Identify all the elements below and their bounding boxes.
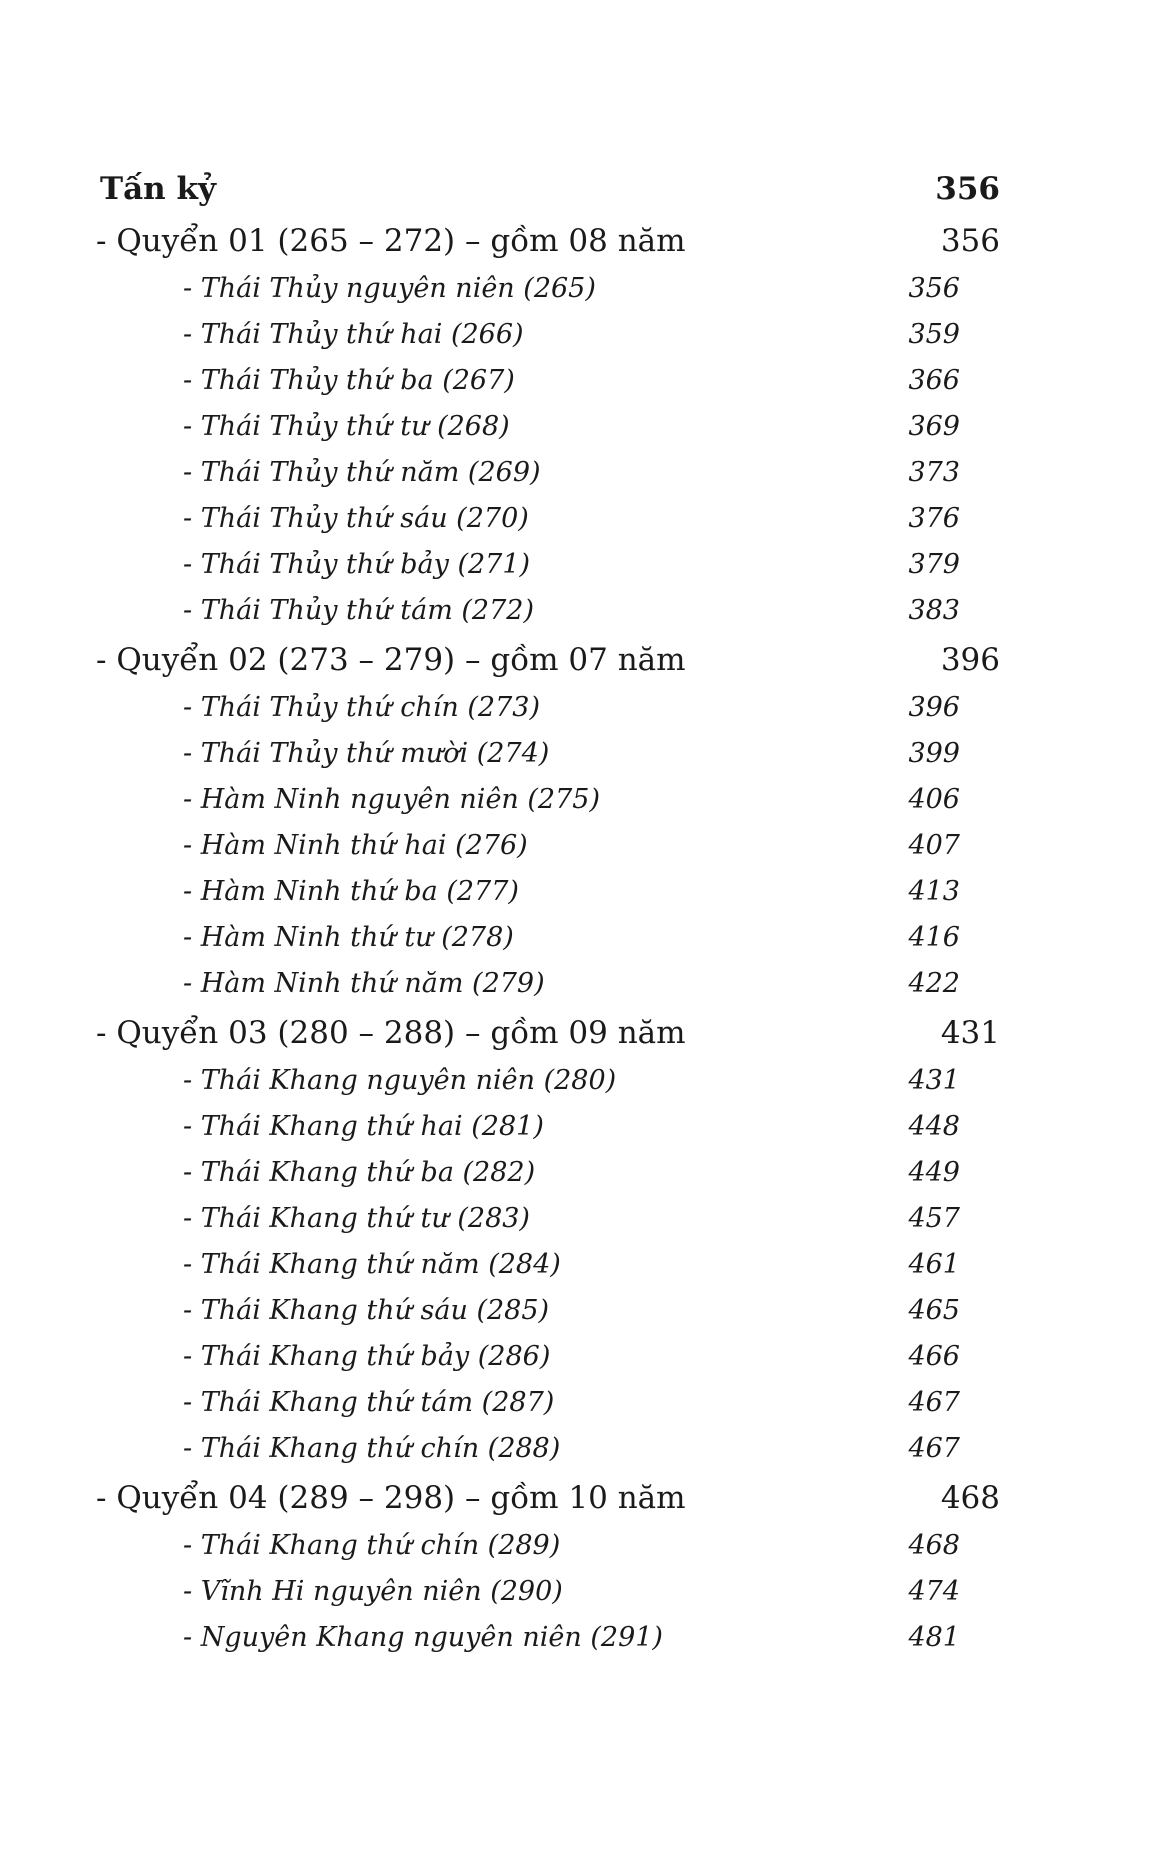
year-entry-page: 406 — [908, 784, 960, 815]
year-entry-page: 474 — [908, 1576, 960, 1607]
year-entry-page: 396 — [908, 692, 960, 723]
year-entry-page: 413 — [908, 876, 960, 907]
year-entry-title: - Thái Thủy thứ bảy (271) — [183, 549, 531, 580]
year-entry-page: 467 — [908, 1387, 960, 1418]
volume-page-number: 396 — [940, 642, 1000, 678]
year-entry-page: 431 — [908, 1065, 960, 1096]
year-entry-page: 383 — [908, 595, 960, 626]
year-entry-page: 466 — [908, 1341, 960, 1372]
year-entry-page: 465 — [908, 1295, 960, 1326]
year-entry-title: - Thái Khang thứ năm (284) — [183, 1249, 561, 1280]
year-entry-title: - Thái Khang thứ ba (282) — [183, 1157, 536, 1188]
year-entry-page: 416 — [908, 922, 960, 953]
year-entry-page: 467 — [908, 1433, 960, 1464]
year-entry-title: - Hàm Ninh thứ hai (276) — [183, 830, 528, 861]
year-entry-title: - Thái Thủy nguyên niên (265) — [183, 273, 596, 304]
year-entry-page: 481 — [908, 1622, 960, 1653]
volume-title: - Quyển 04 (289 – 298) – gồm 10 năm — [96, 1480, 686, 1516]
year-entry-title: - Vĩnh Hi nguyên niên (290) — [183, 1576, 563, 1607]
year-entry-page: 468 — [908, 1530, 960, 1561]
year-entry-title: - Thái Thủy thứ chín (273) — [183, 692, 540, 723]
year-entry-title: - Nguyên Khang nguyên niên (291) — [183, 1622, 663, 1653]
year-entry-title: - Thái Thủy thứ sáu (270) — [183, 503, 529, 534]
toc-heading-page: 356 — [935, 171, 1000, 207]
year-entry-page: 369 — [908, 411, 960, 442]
year-entry-page: 422 — [908, 968, 960, 999]
volume-page-number: 431 — [940, 1015, 1000, 1051]
volume-title: - Quyển 01 (265 – 272) – gồm 08 năm — [96, 223, 686, 259]
year-entry-title: - Hàm Ninh thứ ba (277) — [183, 876, 519, 907]
year-entry-page: 359 — [908, 319, 960, 350]
year-entry-page: 356 — [908, 273, 960, 304]
volume-title: - Quyển 02 (273 – 279) – gồm 07 năm — [96, 642, 686, 678]
year-entry-page: 376 — [908, 503, 960, 534]
year-entry-title: - Thái Khang thứ chín (289) — [183, 1530, 561, 1561]
toc-heading-title: Tấn kỷ — [100, 171, 216, 207]
year-entry-page: 407 — [908, 830, 960, 861]
year-entry-page: 399 — [908, 738, 960, 769]
year-entry-title: - Thái Thủy thứ ba (267) — [183, 365, 515, 396]
year-entry-page: 457 — [908, 1203, 960, 1234]
year-entry-title: - Thái Khang thứ bảy (286) — [183, 1341, 551, 1372]
year-entry-title: - Thái Khang thứ chín (288) — [183, 1433, 561, 1464]
volume-page-number: 356 — [940, 223, 1000, 259]
year-entry-title: - Thái Khang thứ hai (281) — [183, 1111, 544, 1142]
volume-page-number: 468 — [940, 1480, 1000, 1516]
year-entry-page: 449 — [908, 1157, 960, 1188]
year-entry-title: - Hàm Ninh nguyên niên (275) — [183, 784, 600, 815]
year-entry-title: - Thái Khang nguyên niên (280) — [183, 1065, 617, 1096]
year-entry-title: - Thái Khang thứ tư (283) — [183, 1203, 530, 1234]
year-entry-page: 461 — [908, 1249, 960, 1280]
year-entry-title: - Thái Thủy thứ tư (268) — [183, 411, 510, 442]
year-entry-title: - Thái Khang thứ tám (287) — [183, 1387, 555, 1418]
year-entry-title: - Hàm Ninh thứ năm (279) — [183, 968, 545, 999]
year-entry-title: - Hàm Ninh thứ tư (278) — [183, 922, 514, 953]
year-entry-title: - Thái Thủy thứ tám (272) — [183, 595, 534, 626]
volume-title: - Quyển 03 (280 – 288) – gồm 09 năm — [96, 1015, 686, 1051]
year-entry-title: - Thái Thủy thứ hai (266) — [183, 319, 524, 350]
year-entry-page: 448 — [908, 1111, 960, 1142]
year-entry-page: 366 — [908, 365, 960, 396]
year-entry-page: 373 — [908, 457, 960, 488]
year-entry-title: - Thái Thủy thứ mười (274) — [183, 738, 550, 769]
year-entry-title: - Thái Thủy thứ năm (269) — [183, 457, 541, 488]
year-entry-title: - Thái Khang thứ sáu (285) — [183, 1295, 550, 1326]
year-entry-page: 379 — [908, 549, 960, 580]
